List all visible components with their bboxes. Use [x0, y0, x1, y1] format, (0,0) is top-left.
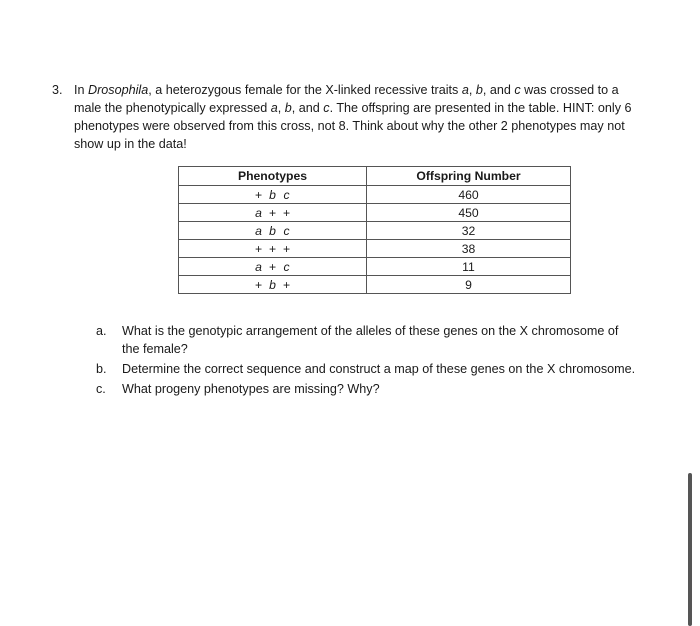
count-cell: 11 — [367, 258, 571, 276]
allele: c — [283, 259, 290, 274]
table-row — [179, 186, 571, 204]
question-text-part: , and — [291, 101, 324, 115]
subquestion-text: What progeny phenotypes are missing? Why? — [122, 382, 380, 396]
phenotype-cell — [179, 222, 367, 240]
allele: a — [255, 259, 262, 274]
question-number: 3. — [52, 83, 63, 97]
table-row — [179, 258, 571, 276]
allele: + — [268, 259, 277, 274]
question-text-part: , a heterozygous female for the X-linked recessive traits — [148, 83, 462, 97]
count-cell: 9 — [367, 276, 571, 294]
subquestion-b — [96, 360, 636, 378]
species-name: Drosophila — [88, 83, 149, 97]
scrollbar[interactable] — [688, 473, 692, 626]
phenotype-cell — [179, 204, 367, 222]
phenotype-cell — [179, 240, 367, 258]
allele: + — [282, 241, 291, 256]
subquestion-c — [96, 380, 636, 398]
question-3 — [52, 81, 652, 153]
count-cell: 32 — [367, 222, 571, 240]
allele: + — [268, 205, 277, 220]
trait-b: b — [475, 83, 483, 97]
question-text-part: was crossed to a male the phenotypically expressed — [74, 83, 619, 115]
phenotype-cell — [179, 276, 367, 294]
question-text-part: , and — [482, 83, 515, 97]
table-row — [179, 204, 571, 222]
table-row — [179, 240, 571, 258]
offspring-table — [178, 166, 571, 294]
subquestion-label: a. — [96, 324, 107, 338]
allele: b — [269, 277, 276, 292]
allele: + — [254, 241, 263, 256]
allele: b — [269, 223, 276, 238]
phenotype-cell — [179, 258, 367, 276]
trait-a: a — [270, 101, 278, 115]
allele: + — [254, 187, 263, 202]
question-text-part: , — [277, 101, 285, 115]
table-row — [179, 276, 571, 294]
header-offspring-number: Offspring Number — [367, 167, 571, 186]
allele: a — [255, 205, 262, 220]
allele: + — [254, 277, 263, 292]
subquestion-label: b. — [96, 362, 107, 376]
trait-b: b — [284, 101, 292, 115]
table-row — [179, 222, 571, 240]
phenotype-cell — [179, 186, 367, 204]
count-cell: 460 — [367, 186, 571, 204]
trait-c: c — [323, 101, 330, 115]
count-cell: 38 — [367, 240, 571, 258]
count-cell: 450 — [367, 204, 571, 222]
trait-a: a — [461, 83, 469, 97]
question-text — [74, 81, 634, 153]
subquestion-text: Determine the correct sequence and construct a map of these genes on the X chromosome. — [122, 362, 636, 376]
subquestion-a — [96, 322, 636, 358]
header-phenotypes: Phenotypes — [179, 167, 367, 186]
allele: a — [255, 223, 262, 238]
subquestion-text: What is the genotypic arrangement of the alleles of these genes on the X chromosome of the female? — [122, 324, 619, 356]
allele: + — [268, 241, 277, 256]
table-header-row — [179, 167, 571, 186]
trait-c: c — [514, 83, 521, 97]
subquestion-list — [96, 322, 636, 400]
subquestion-label: c. — [96, 382, 106, 396]
allele: + — [282, 277, 291, 292]
question-text-part: , — [468, 83, 476, 97]
question-text-part: . The offspring are presented in the table. HINT: only 6 phenotypes were observed from this cross, not 8. Think about why the other 2 phenotypes may not show up in the data! — [74, 101, 632, 151]
allele: b — [269, 187, 276, 202]
question-text-part: In — [74, 83, 89, 97]
allele: c — [283, 223, 290, 238]
allele: c — [283, 187, 290, 202]
allele: + — [282, 205, 291, 220]
